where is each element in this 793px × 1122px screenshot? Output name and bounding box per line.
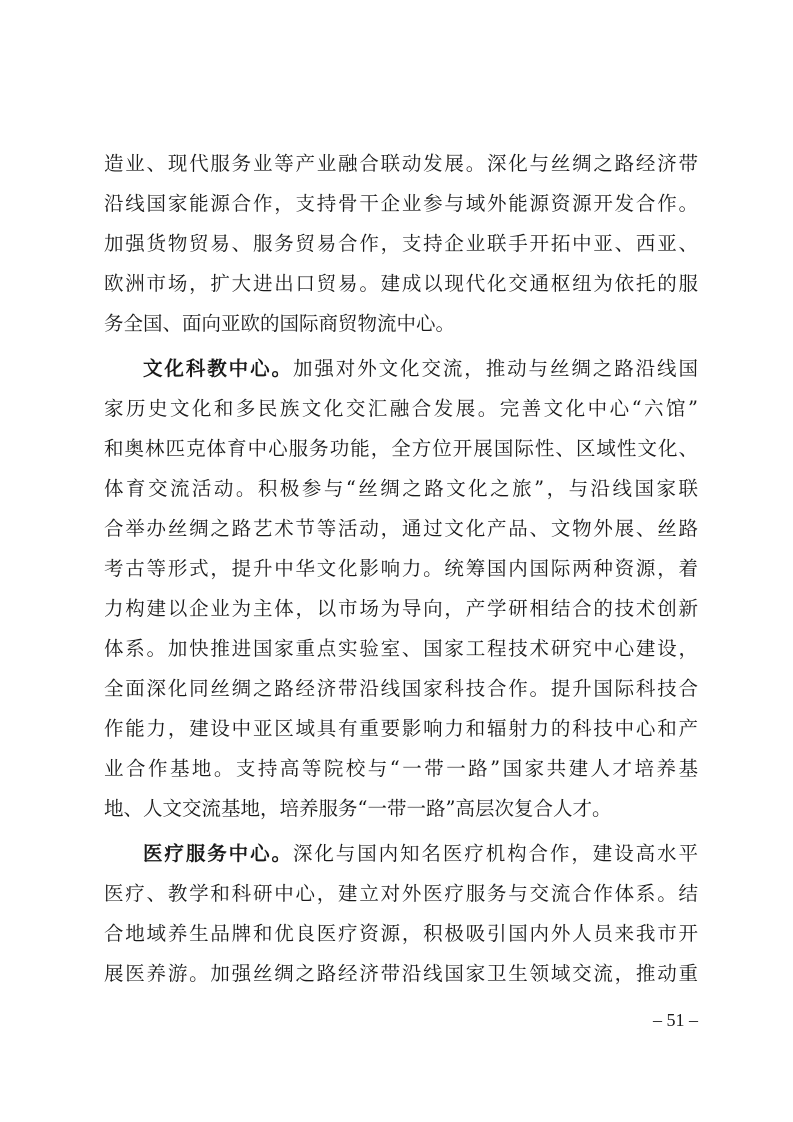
text-line: 欧洲市场，扩大进出口贸易。建成以现代化交通枢纽为依托的服 [104, 272, 698, 295]
text-line: 造业、现代服务业等产业融合联动发展。深化与丝绸之路经济带 [104, 152, 698, 175]
text-line: 考古等形式，提升中华文化影响力。统筹国内国际两种资源，着 [104, 557, 698, 580]
text-line: 加强货物贸易、服务贸易合作，支持企业联手开拓中亚、西亚、 [104, 232, 698, 255]
section-heading: 医疗服务中心。 [143, 842, 293, 865]
text-run: 深化与国内知名医疗机构合作，建设高水平 [292, 842, 698, 865]
text-line: 力构建以企业为主体，以市场为导向，产学研相结合的技术创新 [104, 597, 698, 620]
text-line [104, 834, 698, 874]
text-line: 医疗、教学和科研中心，建立对外医疗服务与交流合作体系。结 [104, 882, 698, 905]
document-body [104, 144, 698, 994]
text-line: 合举办丝绸之路艺术节等活动，通过文化产品、文物外展、丝路 [104, 517, 698, 540]
text-line: 和奥林匹克体育中心服务功能，全方位开展国际性、区域性文化、 [104, 437, 698, 460]
text-line: 业合作基地。支持高等院校与“一带一路”国家共建人才培养基 [104, 757, 698, 780]
paragraph-medical-services [104, 834, 698, 994]
paragraph-culture-science-education [104, 349, 698, 829]
paragraph-1 [104, 144, 698, 344]
text-line: 务全国、面向亚欧的国际商贸物流中心。 [104, 312, 456, 335]
page-number: – 51 – [653, 1010, 698, 1030]
text-line: 合地域养生品牌和优良医疗资源，积极吸引国内外人员来我市开 [104, 922, 698, 945]
text-line: 作能力，建设中亚区域具有重要影响力和辐射力的科技中心和产 [104, 717, 698, 740]
text-line: 体育交流活动。积极参与“丝绸之路文化之旅”，与沿线国家联 [104, 477, 698, 500]
text-line [104, 349, 698, 389]
text-line: 地、人文交流基地，培养服务“一带一路”高层次复合人才。 [104, 797, 612, 820]
text-line: 展医养游。加强丝绸之路经济带沿线国家卫生领域交流，推动重 [104, 962, 698, 985]
text-line: 全面深化同丝绸之路经济带沿线国家科技合作。提升国际科技合 [104, 677, 698, 700]
text-line: 体系。加快推进国家重点实验室、国家工程技术研究中心建设， [104, 637, 698, 660]
section-heading: 文化科教中心。 [143, 357, 293, 380]
text-run: 加强对外文化交流，推动与丝绸之路沿线国 [292, 357, 698, 380]
text-line: 沿线国家能源合作，支持骨干企业参与域外能源资源开发合作。 [104, 192, 698, 215]
text-line: 家历史文化和多民族文化交汇融合发展。完善文化中心“六馆” [104, 397, 698, 420]
